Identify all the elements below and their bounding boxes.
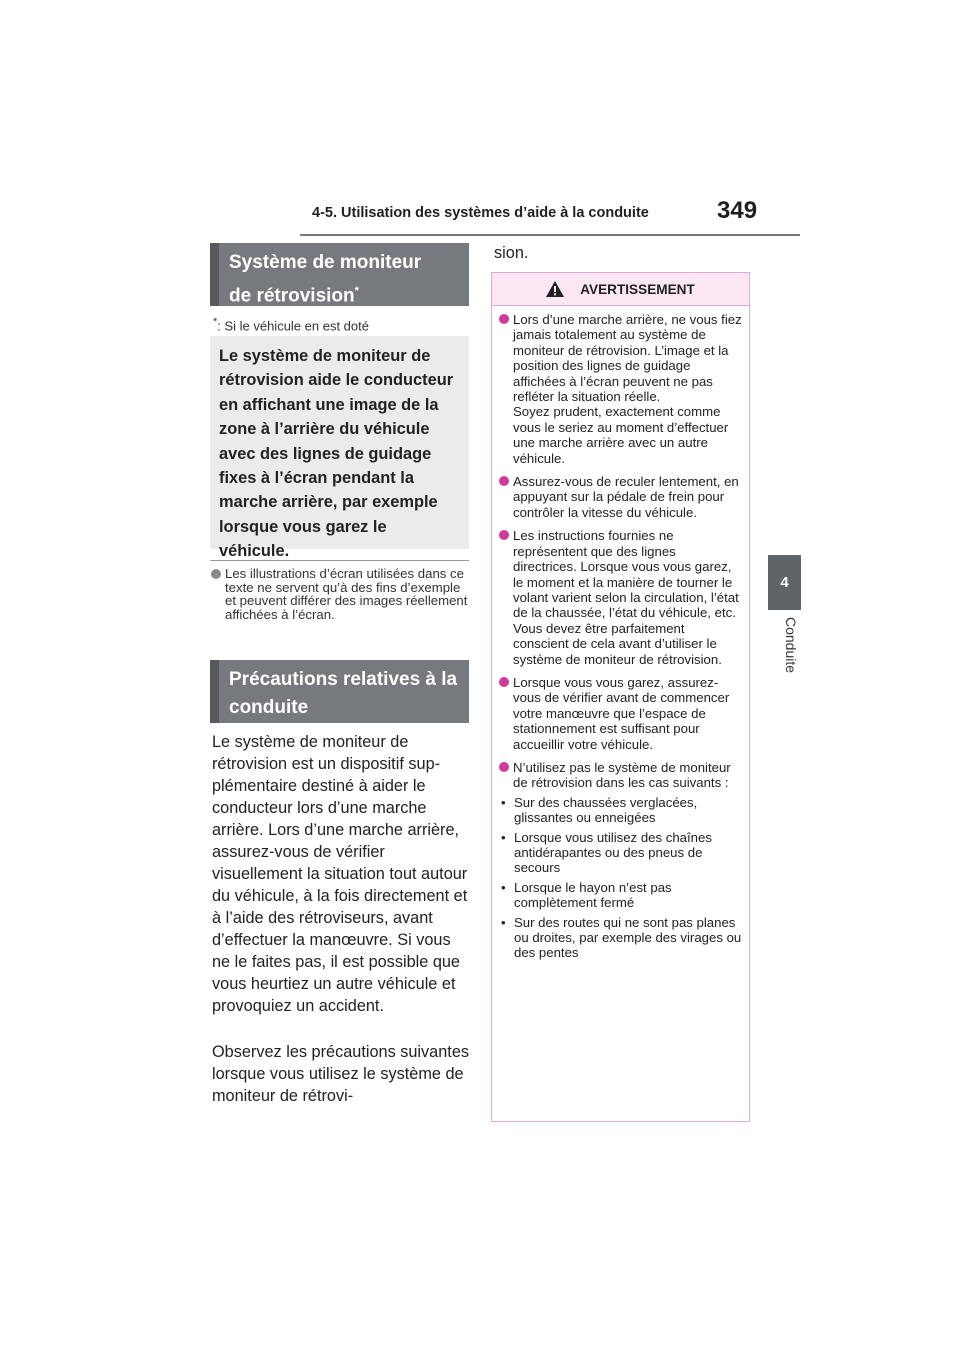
- section-heading-line2: conduite: [229, 697, 309, 718]
- warning-sub-item-text: Lorsque vous utilisez des chaînes antidérapantes ou des pneus de secours: [514, 829, 712, 876]
- warning-item-extra: Soyez prudent, exactement comme vous le seriez au moment d’effectuer une marche arrière avec un autre véhicule.: [513, 404, 729, 466]
- warning-item-text: Assurez-vous de reculer lentement, en appuyant sur la pédale de frein pour contrôler la vitesse du véhicule.: [513, 474, 739, 520]
- warning-item: [498, 474, 743, 520]
- warning-item: [498, 312, 743, 466]
- intro-summary: Le système de moniteur de rétrovision aide le conducteur en affichant une image de la zone à l’arrière du véhicule avec des lignes de guidage fixes à l’écran pendant la marche arrière, par exemple lorsque vous garez le véhicule.: [210, 336, 469, 549]
- warning-sub-item: [498, 795, 743, 826]
- warning-item: [498, 760, 743, 791]
- asterisk-marker: *: [354, 285, 359, 297]
- section-heading-driving-precautions: [210, 660, 469, 723]
- header-divider: [300, 234, 800, 236]
- section-heading-rear-view-monitor: [210, 243, 469, 306]
- section-heading-line2: de rétrovision*: [229, 285, 359, 307]
- body-paragraph-continuation: sion.: [494, 244, 529, 262]
- warning-sub-item: [498, 915, 743, 961]
- body-paragraph: Observez les précautions suivantes lorsque vous utilisez le système de moniteur de rétrovi-: [212, 1043, 470, 1105]
- sub-bullet-marker: •: [501, 879, 506, 895]
- warning-triangle-icon: [546, 281, 564, 297]
- warning-item: [498, 528, 743, 667]
- warning-sub-item-text: Lorsque le hayon n’est pas complètement fermé: [514, 879, 672, 911]
- section-divider: [210, 560, 469, 561]
- bullet-dot-icon: [499, 762, 509, 772]
- warning-sub-item-text: Sur des chaussées verglacées, glissantes ou enneigées: [514, 794, 698, 826]
- illustration-note-text: Les illustrations d’écran utilisées dans ce texte ne servent qu’à des fins d’exemple et peuvent différer des images réellement affichées à l’écran.: [225, 566, 468, 622]
- warning-sub-item: [498, 830, 743, 876]
- body-paragraph: Le système de moniteur de rétrovision est un dispositif supplémentaire destiné à aider le conducteur lors d’une marche arrière. Lors d’une marche arrière, assurez-vous de vérifier visuellement la situation tout autour du véhicule, à la fois directement et à l’aide des rétroviseurs, avant d’effectuer la manœuvre. Si vous ne le faites pas, il est possible que vous heurtiez un autre véhicule et provoquiez un accident.: [212, 733, 468, 1015]
- sub-bullet-marker: •: [501, 914, 506, 930]
- bullet-dot-icon: [499, 530, 509, 540]
- sub-bullet-marker: •: [501, 829, 506, 845]
- warning-header: [492, 273, 749, 306]
- sub-bullet-marker: •: [501, 794, 506, 810]
- illustration-note: [210, 567, 472, 621]
- chapter-tab[interactable]: [768, 555, 801, 610]
- warning-sub-item: [498, 880, 743, 911]
- section-heading-line1: Système de moniteur: [229, 252, 422, 273]
- warning-body: [492, 306, 749, 961]
- warning-item-text: Les instructions fournies ne représentent que des lignes directrices. Lorsque vous vous garez, le moment et la manière de tourner le volant varient selon la circulation, l’état de la chaussée, l’état du véhicule, etc. Vous devez être parfaitement conscient de cela avant d’utiliser le système de moniteur de rétrovision.: [513, 528, 739, 667]
- section-heading-line1: Précautions relatives à la: [229, 669, 458, 690]
- bullet-dot-icon: [499, 476, 509, 486]
- chapter-tab-number: 4: [780, 574, 789, 591]
- warning-item-text: Lors d’une marche arrière, ne vous fiez jamais totalement au système de moniteur de rétrovision. L’image et la position des lignes de guidage affichées à l’écran peuvent ne pas refléter la situation réelle.: [513, 312, 742, 405]
- warning-item-text: Lorsque vous vous garez, assurez-vous de vérifier avant de commencer votre manœuvre que l’espace de stationnement est suffisant pour accueillir votre véhicule.: [513, 674, 730, 752]
- bullet-dot-icon: [499, 677, 509, 687]
- warning-item: [498, 675, 743, 752]
- chapter-title: 4-5. Utilisation des systèmes d’aide à la conduite: [312, 205, 649, 221]
- warning-box: [491, 272, 750, 1122]
- bullet-dot-icon: [211, 569, 221, 579]
- bullet-dot-icon: [499, 314, 509, 324]
- warning-item-text: N’utilisez pas le système de moniteur de rétrovision dans les cas suivants :: [513, 759, 731, 791]
- warning-sub-item-text: Sur des routes qui ne sont pas planes ou droites, par exemple des virages ou des pentes: [514, 914, 742, 961]
- page-number: 349: [717, 197, 758, 224]
- chapter-tab-label: Conduite: [783, 617, 799, 674]
- footnote-marker: *: [213, 316, 218, 328]
- footnote: *: Si le véhicule en est doté: [213, 316, 369, 334]
- warning-heading: AVERTISSEMENT: [580, 281, 695, 297]
